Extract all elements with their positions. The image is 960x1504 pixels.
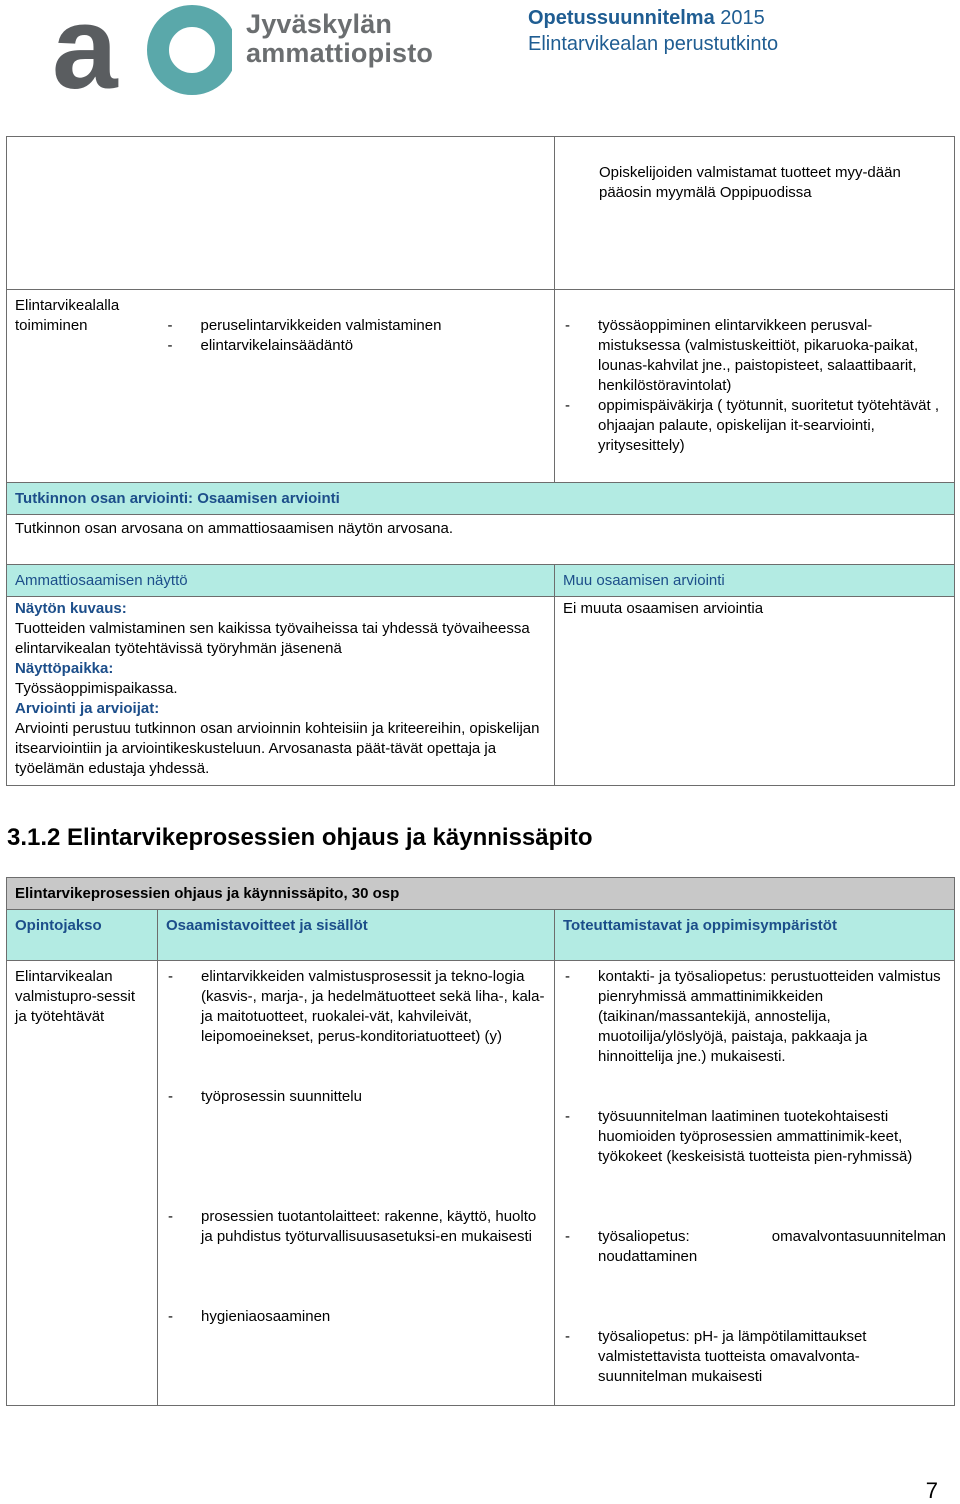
list-item: - oppimispäiväkirja ( työtunnit, suoritetut työtehtävät , ohjaajan palaute, opiskelijan it-searviointi, yritysesittely) — [563, 396, 946, 456]
col-header-course: Opintojakso — [7, 910, 158, 961]
methods-cell — [555, 290, 955, 483]
school-name — [246, 10, 433, 68]
demo-place-label: Näyttöpaikka: — [15, 660, 114, 677]
list-item: - työsaliopetus: omavalvontasuunnitelman noudattaminen — [563, 1227, 946, 1327]
svg-text:a: a — [52, 2, 112, 98]
list-item: - työsuunnitelman laatiminen tuotekohtaisesti huomioiden työprosessien ammattinimik-keet, työkokeet (keskeisistä tuotteista pien-ryhmissä) — [563, 1107, 946, 1227]
shop-note: Opiskelijoiden valmistamat tuotteet myy-dään pääosin myymälä Oppipuodissa — [555, 137, 955, 290]
unit-title: Elintarvikeprosessien ohjaus ja käynnissäpito, 30 osp — [7, 878, 955, 910]
doc-title: Opetussuunnitelma — [528, 7, 715, 29]
assessors-text: Arviointi perustuu tutkinnon osan arvioinnin kohteisiin ja kriteereihin, opiskelijan itsearviointiin ja arviointikeskusteluun. Arvosanasta päät-tävät opettaja ja työelämän edustaja yhdessä. — [15, 720, 540, 777]
list-item: - hygieniaosaaminen — [166, 1307, 546, 1327]
course-name: Elintarvikealalla toimiminen — [7, 290, 158, 483]
list-item: - työsaliopetus: pH- ja lämpötilamittaukset valmistettavista tuotteista omavalvonta-suunnitelman mukaisesti — [563, 1327, 946, 1387]
col-header-goals: Osaamistavoitteet ja sisällöt — [158, 910, 555, 961]
list-item: - työssäoppiminen elintarvikkeen perusval-mistuksessa (valmistuskeittiöt, pikaruoka-paikat, lounas-kahvilat jne., paistopisteet, salaattibaarit, henkilöstöravintolat) — [563, 316, 946, 396]
previous-unit-table — [6, 136, 955, 786]
demonstration-details — [7, 597, 555, 786]
doc-subtitle: Elintarvikealan perustutkinto — [528, 33, 779, 55]
list-item: - elintarvikelainsäädäntö — [166, 336, 547, 356]
page-number: 7 — [925, 1478, 938, 1503]
list-item: - peruselintarvikkeiden valmistaminen — [166, 316, 547, 336]
course-table — [6, 877, 955, 1406]
demo-place-text: Työssäoppimispaikassa. — [15, 680, 178, 697]
demonstration-header: Ammattiosaamisen näyttö — [7, 565, 555, 597]
demo-desc-text: Tuotteiden valmistaminen sen kaikissa työvaiheissa tai yhdessä työvaiheessa elintarvikealan työtehtävissä työryhmän jäsenenä — [15, 620, 530, 657]
list-item: - työprosessin suunnittelu — [166, 1087, 546, 1207]
assessment-title: Tutkinnon osan arviointi: Osaamisen arviointi — [7, 483, 955, 515]
assessment-text: Tutkinnon osan arvosana on ammattiosaamisen näytön arvosana. — [7, 515, 955, 565]
section-heading: 3.1.2 Elintarvikeprosessien ohjaus ja käynnissäpito — [7, 824, 593, 851]
document-header — [528, 5, 778, 57]
other-assessment-header: Muu osaamisen arviointi — [555, 565, 955, 597]
school-name-line1: Jyväskylän — [246, 9, 393, 39]
course-name: Elintarvikealan valmistupro-sessit ja työtehtävät — [7, 961, 158, 1406]
demo-desc-label: Näytön kuvaus: — [15, 600, 127, 617]
doc-year: 2015 — [714, 7, 765, 29]
assessors-label: Arviointi ja arvioijat: — [15, 700, 160, 717]
list-item: - kontakti- ja työsaliopetus: perustuotteiden valmistus pienryhmissä ammattinimikkeiden (taikinan/massantekijä, annostelija, muotoilija/ylöslyöjä, paistaja, pakkaaja ja hinnoittelija jne.) mukaisesti. — [563, 967, 946, 1107]
other-assessment-text: Ei muuta osaamisen arviointia — [555, 597, 955, 786]
col-header-methods: Toteuttamistavat ja oppimisympäristöt — [555, 910, 955, 961]
ao-logo-icon — [52, 2, 232, 98]
school-name-line2: ammattiopisto — [246, 38, 434, 68]
goals-cell — [158, 290, 555, 483]
goals-cell — [158, 961, 555, 1406]
logo-mark — [52, 2, 232, 102]
list-item: - prosessien tuotantolaitteet: rakenne, käyttö, huolto ja puhdistus työturvallisuusasetuksi-en mukaisesti — [166, 1207, 546, 1307]
methods-cell — [555, 961, 955, 1406]
list-item: - elintarvikkeiden valmistusprosessit ja tekno-logia (kasvis-, marja-, ja hedelmätuotteet sekä liha-, kala- ja maitotuotteet, ruokalei-vät, kahvileivät, leipomoeinekset, perus-konditoriatuotteet) (y) — [166, 967, 546, 1087]
